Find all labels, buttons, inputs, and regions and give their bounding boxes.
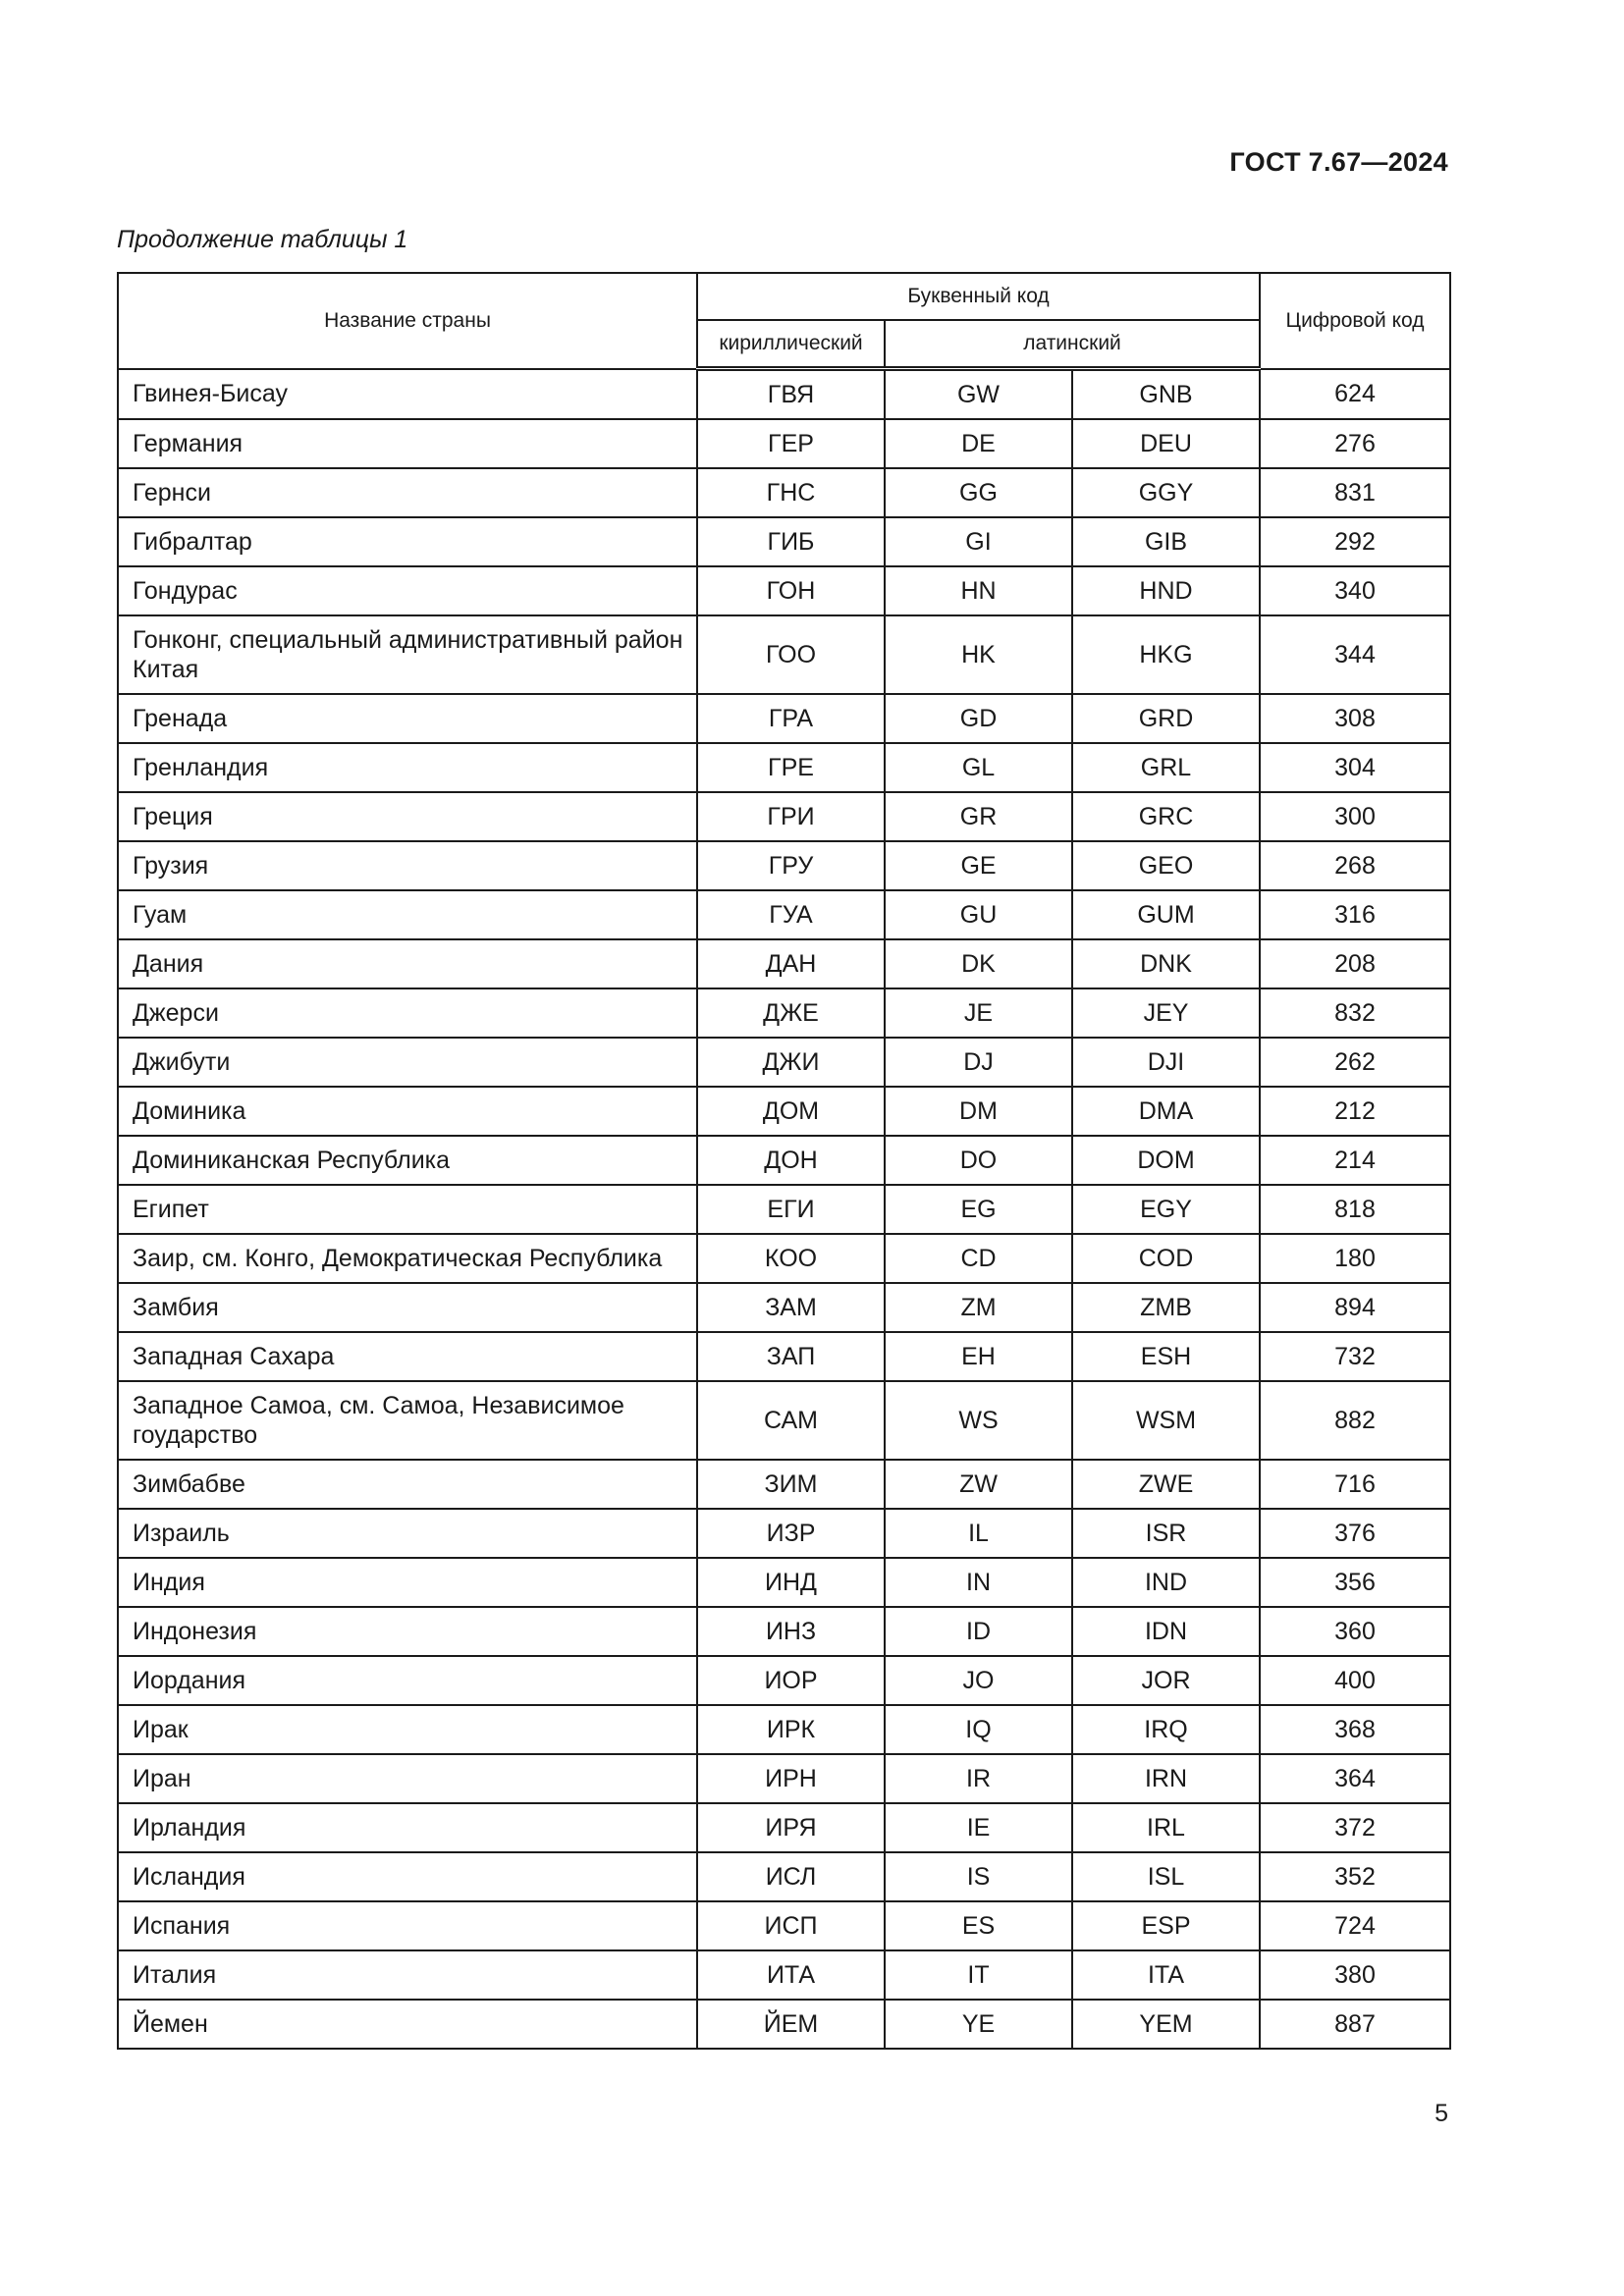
cell-country-name: Индонезия <box>118 1607 697 1656</box>
cell-latin-alpha3: EGY <box>1072 1185 1260 1234</box>
header-country-name: Название страны <box>118 273 697 369</box>
table-row <box>118 1460 1450 1509</box>
cell-latin-alpha3: GRL <box>1072 743 1260 792</box>
cell-latin-alpha2: GL <box>885 743 1072 792</box>
cell-numeric-code: 208 <box>1260 939 1450 988</box>
cell-cyrillic-code: ГРЕ <box>697 743 885 792</box>
cell-latin-alpha2: IR <box>885 1754 1072 1803</box>
cell-latin-alpha2: EH <box>885 1332 1072 1381</box>
cell-cyrillic-code: ГОН <box>697 566 885 615</box>
cell-country-name: Заир, см. Конго, Демократическая Республика <box>118 1234 697 1283</box>
cell-cyrillic-code: ЗАМ <box>697 1283 885 1332</box>
cell-latin-alpha2: IL <box>885 1509 1072 1558</box>
document-code: ГОСТ 7.67—2024 <box>1229 147 1448 177</box>
table-row <box>118 566 1450 615</box>
cell-latin-alpha3: DNK <box>1072 939 1260 988</box>
cell-latin-alpha2: WS <box>885 1381 1072 1460</box>
cell-country-name: Гуам <box>118 890 697 939</box>
cell-cyrillic-code: ИОР <box>697 1656 885 1705</box>
header-numeric-code: Цифровой код <box>1260 273 1450 369</box>
cell-latin-alpha3: GRD <box>1072 694 1260 743</box>
cell-latin-alpha2: GE <box>885 841 1072 890</box>
cell-latin-alpha3: IRL <box>1072 1803 1260 1852</box>
cell-latin-alpha3: ESH <box>1072 1332 1260 1381</box>
cell-cyrillic-code: КОО <box>697 1234 885 1283</box>
table-row <box>118 1509 1450 1558</box>
cell-numeric-code: 304 <box>1260 743 1450 792</box>
cell-numeric-code: 316 <box>1260 890 1450 939</box>
table-header <box>118 273 1450 369</box>
cell-latin-alpha3: DMA <box>1072 1087 1260 1136</box>
cell-country-name: Йемен <box>118 2000 697 2049</box>
cell-cyrillic-code: ЗИМ <box>697 1460 885 1509</box>
cell-latin-alpha3: COD <box>1072 1234 1260 1283</box>
table-row <box>118 1705 1450 1754</box>
cell-cyrillic-code: ГВЯ <box>697 369 885 420</box>
table-row <box>118 1852 1450 1901</box>
table-row <box>118 419 1450 468</box>
cell-cyrillic-code: ИЗР <box>697 1509 885 1558</box>
cell-latin-alpha3: IRQ <box>1072 1705 1260 1754</box>
cell-latin-alpha3: YEM <box>1072 2000 1260 2049</box>
table-row <box>118 1607 1450 1656</box>
cell-latin-alpha3: GNB <box>1072 369 1260 420</box>
cell-latin-alpha2: ZM <box>885 1283 1072 1332</box>
cell-numeric-code: 352 <box>1260 1852 1450 1901</box>
cell-numeric-code: 212 <box>1260 1087 1450 1136</box>
table-row <box>118 841 1450 890</box>
cell-numeric-code: 340 <box>1260 566 1450 615</box>
cell-cyrillic-code: ДОМ <box>697 1087 885 1136</box>
table-caption: Продолжение таблицы 1 <box>117 226 408 253</box>
cell-latin-alpha3: ESP <box>1072 1901 1260 1950</box>
cell-latin-alpha2: GG <box>885 468 1072 517</box>
cell-cyrillic-code: ГУА <box>697 890 885 939</box>
cell-latin-alpha3: GIB <box>1072 517 1260 566</box>
cell-cyrillic-code: ИРН <box>697 1754 885 1803</box>
cell-latin-alpha2: DM <box>885 1087 1072 1136</box>
cell-numeric-code: 832 <box>1260 988 1450 1038</box>
cell-latin-alpha2: IT <box>885 1950 1072 2000</box>
cell-latin-alpha2: JO <box>885 1656 1072 1705</box>
cell-latin-alpha3: GUM <box>1072 890 1260 939</box>
cell-latin-alpha3: JOR <box>1072 1656 1260 1705</box>
table-row <box>118 1656 1450 1705</box>
cell-cyrillic-code: ДОН <box>697 1136 885 1185</box>
cell-cyrillic-code: ДАН <box>697 939 885 988</box>
cell-country-name: Гренада <box>118 694 697 743</box>
cell-latin-alpha3: GEO <box>1072 841 1260 890</box>
cell-cyrillic-code: ИСП <box>697 1901 885 1950</box>
table-row <box>118 1283 1450 1332</box>
cell-cyrillic-code: ДЖИ <box>697 1038 885 1087</box>
cell-country-name: Гонконг, специальный административный район Китая <box>118 615 697 694</box>
cell-latin-alpha2: YE <box>885 2000 1072 2049</box>
cell-country-name: Джерси <box>118 988 697 1038</box>
cell-country-name: Гренландия <box>118 743 697 792</box>
cell-country-name: Доминиканская Республика <box>118 1136 697 1185</box>
table-row <box>118 1950 1450 2000</box>
cell-latin-alpha2: ZW <box>885 1460 1072 1509</box>
cell-latin-alpha2: ID <box>885 1607 1072 1656</box>
cell-cyrillic-code: ИСЛ <box>697 1852 885 1901</box>
cell-cyrillic-code: ЕГИ <box>697 1185 885 1234</box>
cell-numeric-code: 724 <box>1260 1901 1450 1950</box>
table-row <box>118 1803 1450 1852</box>
cell-latin-alpha2: GR <box>885 792 1072 841</box>
cell-latin-alpha3: HKG <box>1072 615 1260 694</box>
cell-numeric-code: 894 <box>1260 1283 1450 1332</box>
cell-country-name: Западное Самоа, см. Самоа, Независимое гоударство <box>118 1381 697 1460</box>
cell-latin-alpha3: ISR <box>1072 1509 1260 1558</box>
cell-latin-alpha2: GW <box>885 369 1072 420</box>
cell-country-name: Ирак <box>118 1705 697 1754</box>
cell-latin-alpha3: IDN <box>1072 1607 1260 1656</box>
cell-country-name: Египет <box>118 1185 697 1234</box>
cell-numeric-code: 180 <box>1260 1234 1450 1283</box>
cell-numeric-code: 268 <box>1260 841 1450 890</box>
cell-country-name: Гондурас <box>118 566 697 615</box>
cell-numeric-code: 262 <box>1260 1038 1450 1087</box>
table-row <box>118 1038 1450 1087</box>
cell-country-name: Исландия <box>118 1852 697 1901</box>
cell-latin-alpha3: IRN <box>1072 1754 1260 1803</box>
cell-country-name: Иран <box>118 1754 697 1803</box>
cell-country-name: Дания <box>118 939 697 988</box>
cell-country-name: Замбия <box>118 1283 697 1332</box>
page-number: 5 <box>1435 2100 1448 2127</box>
cell-numeric-code: 364 <box>1260 1754 1450 1803</box>
cell-numeric-code: 276 <box>1260 419 1450 468</box>
cell-country-name: Ирландия <box>118 1803 697 1852</box>
cell-cyrillic-code: ЗАП <box>697 1332 885 1381</box>
table-row <box>118 694 1450 743</box>
cell-latin-alpha2: IN <box>885 1558 1072 1607</box>
cell-numeric-code: 882 <box>1260 1381 1450 1460</box>
table-row <box>118 1901 1450 1950</box>
cell-country-name: Индия <box>118 1558 697 1607</box>
table-row <box>118 468 1450 517</box>
cell-numeric-code: 292 <box>1260 517 1450 566</box>
table-row <box>118 1754 1450 1803</box>
cell-numeric-code: 376 <box>1260 1509 1450 1558</box>
cell-cyrillic-code: ИНЗ <box>697 1607 885 1656</box>
cell-cyrillic-code: ИНД <box>697 1558 885 1607</box>
cell-latin-alpha3: ZWE <box>1072 1460 1260 1509</box>
table-row <box>118 1381 1450 1460</box>
table-row <box>118 890 1450 939</box>
cell-cyrillic-code: ГРА <box>697 694 885 743</box>
cell-latin-alpha3: ZMB <box>1072 1283 1260 1332</box>
cell-latin-alpha2: CD <box>885 1234 1072 1283</box>
cell-numeric-code: 887 <box>1260 2000 1450 2049</box>
cell-cyrillic-code: ГРИ <box>697 792 885 841</box>
cell-latin-alpha3: ISL <box>1072 1852 1260 1901</box>
cell-latin-alpha3: HND <box>1072 566 1260 615</box>
table-row <box>118 517 1450 566</box>
cell-numeric-code: 368 <box>1260 1705 1450 1754</box>
cell-numeric-code: 818 <box>1260 1185 1450 1234</box>
cell-country-name: Зимбабве <box>118 1460 697 1509</box>
table-row <box>118 1087 1450 1136</box>
cell-latin-alpha2: JE <box>885 988 1072 1038</box>
cell-numeric-code: 344 <box>1260 615 1450 694</box>
cell-numeric-code: 716 <box>1260 1460 1450 1509</box>
cell-latin-alpha2: GU <box>885 890 1072 939</box>
table-row <box>118 2000 1450 2049</box>
table-row <box>118 615 1450 694</box>
cell-numeric-code: 300 <box>1260 792 1450 841</box>
cell-latin-alpha3: GRC <box>1072 792 1260 841</box>
cell-country-name: Италия <box>118 1950 697 2000</box>
table-row <box>118 939 1450 988</box>
country-codes-table <box>117 272 1451 2050</box>
cell-country-name: Германия <box>118 419 697 468</box>
cell-cyrillic-code: ЙЕМ <box>697 2000 885 2049</box>
table-row <box>118 1558 1450 1607</box>
header-latin: латинский <box>885 320 1260 369</box>
cell-numeric-code: 214 <box>1260 1136 1450 1185</box>
cell-country-name: Джибути <box>118 1038 697 1087</box>
cell-numeric-code: 372 <box>1260 1803 1450 1852</box>
cell-numeric-code: 831 <box>1260 468 1450 517</box>
cell-numeric-code: 356 <box>1260 1558 1450 1607</box>
cell-cyrillic-code: САМ <box>697 1381 885 1460</box>
cell-latin-alpha3: DJI <box>1072 1038 1260 1087</box>
cell-latin-alpha2: IE <box>885 1803 1072 1852</box>
cell-cyrillic-code: ИРК <box>697 1705 885 1754</box>
cell-latin-alpha3: IND <box>1072 1558 1260 1607</box>
cell-latin-alpha2: DJ <box>885 1038 1072 1087</box>
table-row <box>118 369 1450 420</box>
table-row <box>118 1136 1450 1185</box>
cell-country-name: Западная Сахара <box>118 1332 697 1381</box>
table-row <box>118 1234 1450 1283</box>
cell-numeric-code: 400 <box>1260 1656 1450 1705</box>
cell-numeric-code: 380 <box>1260 1950 1450 2000</box>
table-body <box>118 369 1450 2050</box>
cell-cyrillic-code: ДЖЕ <box>697 988 885 1038</box>
table-row <box>118 988 1450 1038</box>
table-row <box>118 792 1450 841</box>
cell-numeric-code: 624 <box>1260 369 1450 420</box>
cell-country-name: Гибралтар <box>118 517 697 566</box>
cell-latin-alpha3: JEY <box>1072 988 1260 1038</box>
cell-country-name: Гернси <box>118 468 697 517</box>
cell-numeric-code: 308 <box>1260 694 1450 743</box>
cell-country-name: Греция <box>118 792 697 841</box>
cell-cyrillic-code: ГНС <box>697 468 885 517</box>
cell-numeric-code: 732 <box>1260 1332 1450 1381</box>
cell-latin-alpha2: IS <box>885 1852 1072 1901</box>
cell-numeric-code: 360 <box>1260 1607 1450 1656</box>
cell-country-name: Иордания <box>118 1656 697 1705</box>
cell-country-name: Гвинея-Бисау <box>118 369 697 420</box>
cell-cyrillic-code: ГЕР <box>697 419 885 468</box>
table-row <box>118 1185 1450 1234</box>
cell-cyrillic-code: ИРЯ <box>697 1803 885 1852</box>
header-letter-code: Буквенный код <box>697 273 1260 320</box>
header-cyrillic: кириллический <box>697 320 885 369</box>
cell-latin-alpha2: ES <box>885 1901 1072 1950</box>
cell-latin-alpha2: DK <box>885 939 1072 988</box>
table-row <box>118 743 1450 792</box>
cell-latin-alpha2: IQ <box>885 1705 1072 1754</box>
cell-cyrillic-code: ГРУ <box>697 841 885 890</box>
cell-latin-alpha3: DEU <box>1072 419 1260 468</box>
cell-latin-alpha3: GGY <box>1072 468 1260 517</box>
cell-cyrillic-code: ГИБ <box>697 517 885 566</box>
cell-latin-alpha2: DO <box>885 1136 1072 1185</box>
cell-latin-alpha3: WSM <box>1072 1381 1260 1460</box>
cell-latin-alpha3: ITA <box>1072 1950 1260 2000</box>
cell-latin-alpha2: GI <box>885 517 1072 566</box>
cell-cyrillic-code: ГОО <box>697 615 885 694</box>
cell-country-name: Испания <box>118 1901 697 1950</box>
cell-latin-alpha2: GD <box>885 694 1072 743</box>
cell-cyrillic-code: ИТА <box>697 1950 885 2000</box>
cell-latin-alpha3: DOM <box>1072 1136 1260 1185</box>
cell-country-name: Доминика <box>118 1087 697 1136</box>
table-row <box>118 1332 1450 1381</box>
cell-latin-alpha2: HN <box>885 566 1072 615</box>
cell-latin-alpha2: HK <box>885 615 1072 694</box>
cell-latin-alpha2: DE <box>885 419 1072 468</box>
cell-country-name: Израиль <box>118 1509 697 1558</box>
cell-latin-alpha2: EG <box>885 1185 1072 1234</box>
cell-country-name: Грузия <box>118 841 697 890</box>
